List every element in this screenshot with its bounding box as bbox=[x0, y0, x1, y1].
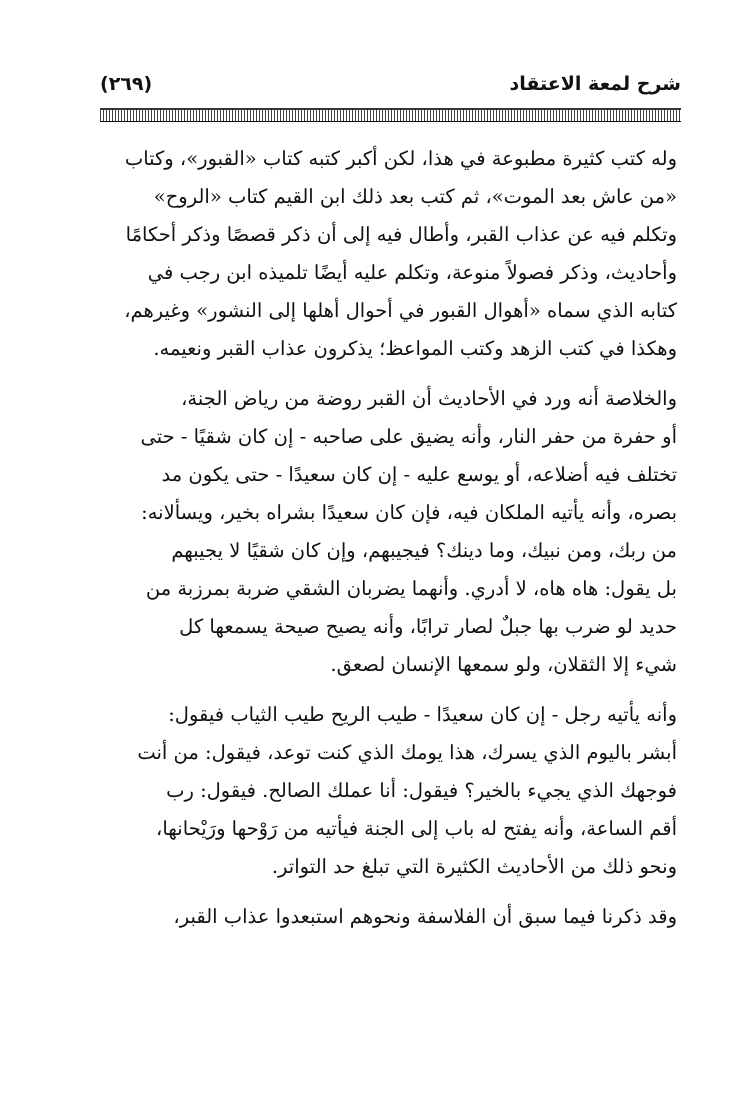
book-title: شرح لمعة الاعتقاد bbox=[509, 73, 681, 95]
header-divider-bottom bbox=[100, 121, 681, 122]
text-line: أو حفرة من حفر النار، وأنه يضيق على صاحبه - إن كان شقيًا - حتى bbox=[140, 425, 677, 448]
text-line: وأحاديث، وذكر فصولاً منوعة، وتكلم عليه أيضًا تلميذه ابن رجب في bbox=[147, 261, 677, 284]
paragraph-1 bbox=[98, 140, 677, 368]
text-line: «من عاش بعد الموت»، ثم كتب بعد ذلك ابن القيم كتاب «الروح» bbox=[153, 185, 677, 208]
text-line: من ربك، ومن نبيك، وما دينك؟ فيجيبهم، وإن كان شقيًا لا يجيبهم bbox=[171, 539, 677, 562]
page-number: (٢٦٩) bbox=[100, 73, 153, 95]
text-line: وتكلم فيه عن عذاب القبر، وأطال فيه إلى أن ذكر قصصًا وذكر أحكامًا bbox=[125, 223, 677, 246]
text-line: وأنه يأتيه رجل - إن كان سعيدًا - طيب الريح طيب الثياب فيقول: bbox=[168, 703, 677, 726]
text-line: فوجهك الذي يجيء بالخير؟ فيقول: أنا عملك الصالح. فيقول: رب bbox=[166, 779, 677, 802]
text-line: وله كتب كثيرة مطبوعة في هذا، لكن أكبر كتبه كتاب «القبور»، وكتاب bbox=[124, 147, 677, 170]
page-body bbox=[98, 140, 677, 948]
text-line: تختلف فيه أضلاعه، أو يوسع عليه - إن كان سعيدًا - حتى يكون مد bbox=[161, 463, 677, 486]
running-header bbox=[100, 66, 681, 110]
text-line: وهكذا في كتب الزهد وكتب المواعظ؛ يذكرون عذاب القبر ونعيمه. bbox=[153, 337, 677, 360]
text-line: بل يقول: هاه هاه، لا أدري. وأنهما يضربان الشقي ضربة بمرزبة من bbox=[145, 577, 677, 600]
text-line: والخلاصة أنه ورد في الأحاديث أن القبر روضة من رياض الجنة، bbox=[181, 387, 677, 410]
text-line: أقم الساعة، وأنه يفتح له باب إلى الجنة فيأتيه من رَوْحها ورَيْحانها، bbox=[156, 817, 677, 840]
text-line: وقد ذكرنا فيما سبق أن الفلاسفة ونحوهم استبعدوا عذاب القبر، bbox=[173, 905, 677, 928]
paragraph-3 bbox=[98, 696, 677, 886]
text-line: ونحو ذلك من الأحاديث الكثيرة التي تبلغ حد التواتر. bbox=[271, 855, 677, 878]
paragraph-4 bbox=[98, 898, 677, 936]
text-line: كتابه الذي سماه «أهوال القبور في أحوال أهلها إلى النشور» وغيرهم، bbox=[124, 299, 677, 322]
paragraph-2 bbox=[98, 380, 677, 684]
text-line: حديد لو ضرب بها جبلٌ لصار ترابًا، وأنه يصيح صيحة يسمعها كل bbox=[179, 615, 677, 638]
text-line: أبشر باليوم الذي يسرك، هذا يومك الذي كنت توعد، فيقول: من أنت bbox=[137, 741, 677, 764]
text-line: شيء إلا الثقلان، ولو سمعها الإنسان لصعق. bbox=[330, 653, 677, 676]
header-divider bbox=[100, 108, 681, 122]
text-line: بصره، وأنه يأتيه الملكان فيه، فإن كان سعيدًا بشراه بخير، ويسألانه: bbox=[141, 501, 677, 524]
